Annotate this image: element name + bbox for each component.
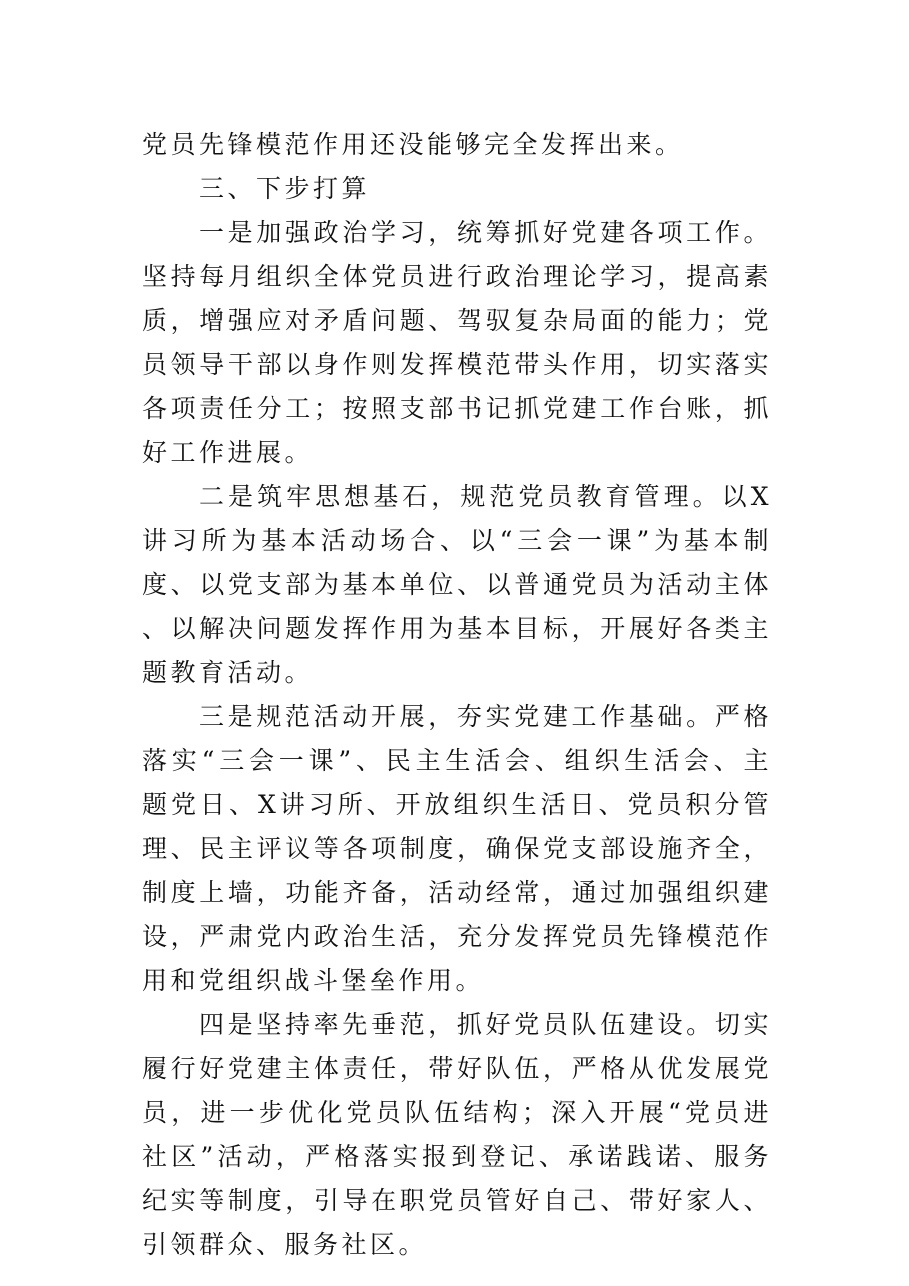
paragraph-point-1: 一是加强政治学习，统筹抓好党建各项工作。坚持每月组织全体党员进行政治理论学习，提高素质，增强应对矛盾问题、驾驭复杂局面的能力；党员领导干部以身作则发挥模范带头作用，切实落实各项责任分工；按照支部书记抓党建工作台账，抓好工作进展。 (142, 218, 772, 467)
paragraph-continuation: 党员先锋模范作用还没能够完全发挥出来。 (142, 130, 684, 159)
document-body (142, 123, 772, 1267)
paragraph-point-4: 四是坚持率先垂范，抓好党员队伍建设。切实履行好党建主体责任，带好队伍，严格从优发展党员，进一步优化党员队伍结构；深入开展“党员进社区”活动，严格落实报到登记、承诺践诺、服务纪实等制度，引导在职党员管好自己、带好家人、引领群众、服务社区。 (142, 1010, 772, 1259)
paragraph-point-2: 二是筑牢思想基石，规范党员教育管理。以X讲习所为基本活动场合、以“三会一课”为基本制度、以党支部为基本单位、以普通党员为活动主体、以解决问题发挥作用为基本目标，开展好各类主题教育活动。 (142, 482, 772, 687)
section-heading: 三、下步打算 (199, 174, 371, 203)
paragraph-point-3: 三是规范活动开展，夯实党建工作基础。严格落实“三会一课”、民主生活会、组织生活会、主题党日、X讲习所、开放组织生活日、党员积分管理、民主评议等各项制度，确保党支部设施齐全，制度上墙，功能齐备，活动经常，通过加强组织建设，严肃党内政治生活，充分发挥党员先锋模范作用和党组织战斗堡垒作用。 (142, 702, 772, 995)
